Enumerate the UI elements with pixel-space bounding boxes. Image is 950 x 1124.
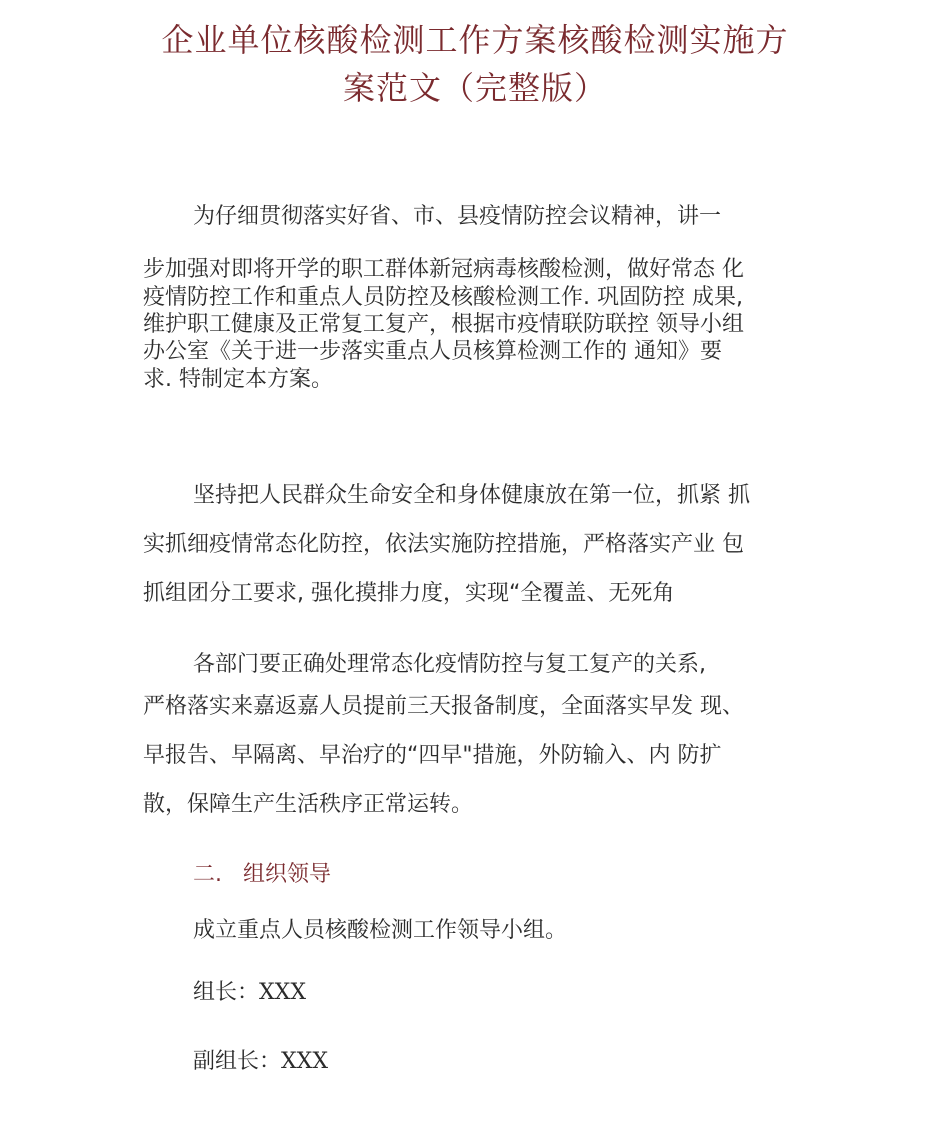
section-2-heading	[193, 857, 331, 888]
paragraph-2-line-2: 实抓细疫情常态化防控，依法实施防控措施，严格落实产业 包	[143, 532, 744, 557]
document-title-line-2: 案范文（完整版）	[342, 69, 607, 107]
document-title-line-1: 企业单位核酸检测工作方案核酸检测实施方	[161, 21, 789, 59]
paragraph-2-line-3: 抓组团分工要求, 强化摸排力度，实现“全覆盖、无死角	[143, 581, 675, 606]
deputy-leader-label: 副组长：	[193, 1049, 282, 1074]
leader-row	[193, 975, 306, 1006]
paragraph-1-line-1: 为仔细贯彻落实好省、市、县疫情防控会议精神，讲一	[193, 204, 722, 229]
paragraph-3-line-1: 各部门要正确处理常态化疫情防控与复工复产的关系,	[193, 652, 706, 677]
section-2-number: 二.	[193, 862, 222, 887]
section-2-title: 组织领导	[243, 862, 332, 887]
paragraph-1-line-5: 办公室《关于进一步落实重点人员核算检测工作的 通知》要	[143, 339, 722, 364]
paragraph-2-line-1: 坚持把人民群众生命安全和身体健康放在第一位，抓紧 抓	[193, 483, 750, 508]
section-2-intro: 成立重点人员核酸检测工作领导小组。	[193, 918, 568, 943]
paragraph-1-line-2: 步加强对即将开学的职工群体新冠病毒核酸检测，做好常态 化	[143, 257, 744, 282]
paragraph-1-line-6: 求. 特制定本方案。	[143, 367, 333, 392]
leader-label: 组长：	[193, 980, 260, 1005]
paragraph-3-line-3: 早报告、早隔离、早治疗的“四早"措施，外防输入、内 防扩	[143, 743, 722, 768]
paragraph-3-line-4: 散，保障生产生活秩序正常运转。	[143, 792, 474, 817]
deputy-leader-row	[193, 1044, 328, 1075]
paragraph-1-line-3: 疫情防控工作和重点人员防控及核酸检测工作. 巩固防控 成果,	[143, 285, 743, 310]
leader-value: XXX	[259, 980, 307, 1005]
paragraph-1-line-4: 维护职工健康及正常复工复产，根据市疫情联防联控 领导小组	[143, 312, 744, 337]
deputy-leader-value: XXX	[281, 1049, 329, 1074]
paragraph-3-line-2: 严格落实来嘉返嘉人员提前三天报备制度，全面落实早发 现、	[143, 694, 744, 719]
